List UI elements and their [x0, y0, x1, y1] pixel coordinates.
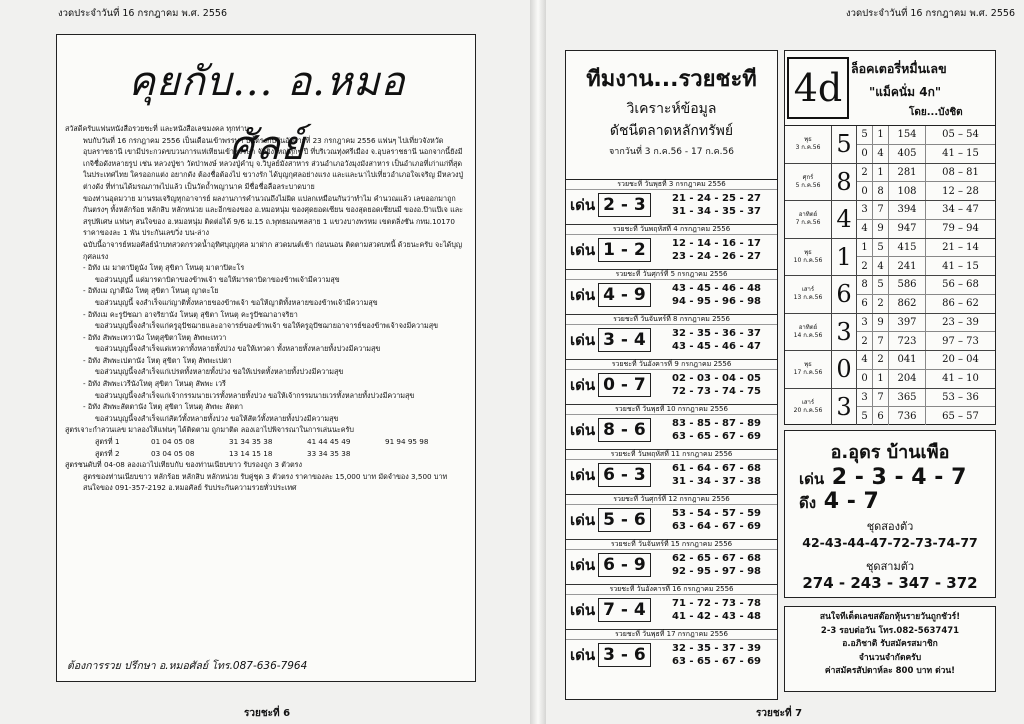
prayer-line: ขอส่วนบุญนี้ แด่มารดาบิดาของข้าพเจ้า ขอให้มารดาบิดาของข้าพเจ้ามีความสุข — [95, 274, 340, 284]
box-4d-cell: 394 — [889, 201, 926, 219]
lotto-line: 63 - 65 - 67 - 69 — [672, 656, 762, 667]
box-4d-cell: 405 — [889, 145, 926, 163]
box-4d-cell: 21 – 14 — [942, 241, 979, 253]
lotto-title: ทีมงาน...รวยชะที — [586, 67, 757, 92]
box-4d-subrow — [857, 182, 995, 200]
ad-line: สนใจทีเด็ดเลขสต๊อกหุ้นรายวันถูกชัวร์! — [819, 612, 961, 622]
box-4d-row — [785, 389, 995, 426]
box-4d-day — [785, 351, 832, 388]
lotto-column — [565, 50, 778, 700]
box-4d-title: ล็อคเตอรี่หมื่นเลข — [851, 61, 947, 76]
lotto-pair-value: 6 - 9 — [598, 553, 651, 577]
lotto-pair-value: 3 - 4 — [598, 328, 651, 352]
day-name: อาทิตย์ — [798, 323, 818, 331]
box-4d-cell: 365 — [889, 389, 926, 407]
prayer-line: - อิทัง เม มาตาปิตูนัง โหตุ สุขิตา โหนตุ มาตาปิตะโร — [83, 263, 245, 273]
box-4d-cell: 97 – 73 — [942, 335, 979, 347]
lead-numbers: 2 - 3 - 4 - 7 — [831, 465, 967, 490]
day-name: พุธ — [804, 136, 812, 144]
formula-row — [65, 436, 465, 448]
lotto-date: รวยชะที่ วันพฤหัสที่ 4 กรกฎาคม 2556 — [566, 225, 777, 235]
lotto-numbers — [672, 507, 761, 533]
lead-label: เด่น — [799, 470, 825, 488]
box-4d-cell: 397 — [889, 314, 926, 332]
lotto-pair-value: 0 - 7 — [598, 373, 651, 397]
box-4d-digit: 8 — [832, 164, 857, 201]
prayer-line: - อิทังเม ญาตีนัง โหตุ สุขิตา โหนตุ ญาตะโย — [83, 286, 219, 296]
box-4d-cell: 2 — [873, 351, 889, 369]
box-4d-cell: 2 — [857, 257, 873, 275]
closing-line: สูตรชนดับที่ 04-08 ลองเอาไปเทียบกับ ของท่านเนียบขาว รับรองถูก 3 ตัวตรง — [65, 460, 303, 470]
day-date: 3 ก.ค.56 — [795, 144, 821, 152]
box-4d-cell: 6 — [857, 295, 873, 313]
ad-line: จำนวนจำกัดครับ — [858, 652, 922, 663]
lotto-numbers — [672, 552, 761, 578]
lotto-row — [566, 630, 777, 674]
formula-value: 33 34 35 38 — [307, 448, 351, 458]
prayer-line: ขอส่วนบุญนี้จงสำเร็จแก่ครูอุปัชฌายและอาจารย์ของข้าพเจ้า ขอให้ครูอุปัชฌายอาจารย์ของข้าพเจ้าจงมีความสุข — [95, 321, 439, 331]
box-4d-day — [785, 389, 832, 426]
box-4d-cell: 108 — [889, 182, 926, 200]
formula-value: 13 14 15 18 — [229, 448, 273, 458]
lotto-row — [566, 405, 777, 450]
lotto-numbers — [672, 282, 761, 308]
lotto-label: เด่น — [570, 556, 596, 574]
lotto-numbers — [672, 642, 761, 668]
lotto-pair — [570, 418, 651, 442]
lotto-numbers — [672, 372, 761, 398]
box-4d-values — [857, 314, 995, 351]
box-4d-row — [785, 239, 995, 277]
lotto-pair-value: 8 - 6 — [598, 418, 651, 442]
box-4d-subtitle: "แม็คนั่ม 4ก" — [869, 85, 942, 99]
box-4d-cell: 723 — [889, 332, 926, 350]
formula-value: 31 34 35 38 — [229, 437, 273, 447]
box-4d-cell: 736 — [889, 407, 926, 425]
prayer-line: ขอส่วนบุญนี้จงสำเร็จแก่เจ้ากรรมนายเวรทั้งหลายทั้งปวง ขอให้เจ้ากรรมนายเวรทั้งหลายทั้งปวงมีความสุข — [95, 390, 415, 400]
lead-row — [799, 465, 966, 491]
box-4d-row — [785, 351, 995, 389]
prayer-line: ขอส่วนบุญนี้จงสำเร็จแก่เปรตทั้งหลายทั้งปวง ขอให้เปรตทั้งหลายทั้งปวงมีความสุข — [95, 367, 344, 377]
lotto-line: 92 - 95 - 97 - 98 — [672, 566, 762, 577]
two-digit-set: 42-43-44-47-72-73-74-77 — [802, 535, 978, 550]
box-4d-digit: 0 — [832, 351, 857, 388]
box-4d-cell: 41 – 15 — [942, 260, 979, 272]
box-4d-cell: 8 — [873, 182, 889, 200]
lotto-label: เด่น — [570, 466, 596, 484]
lotto-label: เด่น — [570, 376, 596, 394]
box-4d-digit: 3 — [832, 314, 857, 351]
lotto-line: 41 - 42 - 43 - 48 — [672, 611, 762, 622]
box-4d-subrow — [857, 295, 995, 313]
lotto-date: รวยชะที่ วันพุธที่ 10 กรกฎาคม 2556 — [566, 405, 777, 415]
box-4d-cell: 204 — [889, 370, 926, 388]
box-4d-cell: 3 — [857, 314, 873, 332]
box-4d — [784, 50, 996, 425]
lotto-pair — [570, 193, 651, 217]
lotto-pair — [570, 373, 651, 397]
formula-value: 41 44 45 49 — [307, 437, 351, 447]
box-4d-cell: 7 — [873, 201, 889, 219]
header-right: งวดประจำวันที่ 16 กรกฎาคม พ.ศ. 2556 — [846, 8, 1015, 19]
lotto-pair-value: 5 - 6 — [598, 508, 651, 532]
lotto-pair-value: 4 - 9 — [598, 283, 651, 307]
lotto-pair — [570, 283, 651, 307]
box-4d-cell: 9 — [873, 314, 889, 332]
page-number-right: รวยชะที่ 7 — [756, 708, 803, 719]
box-4d-cell: 862 — [889, 295, 926, 313]
box-4d-cell: 241 — [889, 257, 926, 275]
article-title: คุยกับ... อ.หมอศัลย์ — [128, 59, 406, 169]
box-4d-subrow — [857, 257, 995, 275]
box-4d-cell: 5 — [857, 126, 873, 144]
lotto-numbers — [672, 192, 761, 218]
day-date: 13 ก.ค.56 — [793, 294, 823, 302]
lotto-line: 31 - 34 - 35 - 37 — [672, 206, 762, 217]
box-4d-digit: 1 — [832, 239, 857, 276]
box-4d-cell: 53 – 36 — [942, 391, 979, 403]
lotto-label: เด่น — [570, 241, 596, 259]
box-4d-cell: 5 — [857, 407, 873, 425]
lotto-pair-value: 6 - 3 — [598, 463, 651, 487]
day-name: พุธ — [804, 361, 812, 369]
three-digit-set: 274 - 243 - 347 - 372 — [802, 574, 978, 592]
day-name: ศุกร์ — [802, 173, 814, 181]
box-4d-cell: 947 — [889, 220, 926, 238]
box-4d-cell: 281 — [889, 164, 926, 182]
day-date: 20 ก.ค.56 — [793, 406, 823, 414]
box-4d-cell: 1 — [873, 164, 889, 182]
lotto-line: 43 - 45 - 46 - 48 — [672, 283, 762, 294]
day-date: 7 ก.ค.56 — [795, 219, 821, 227]
box-4d-values — [857, 201, 995, 238]
lotto-line: 63 - 64 - 67 - 69 — [672, 521, 762, 532]
formula-label: สูตรที่ 2 — [95, 448, 120, 458]
lotto-pair-value: 7 - 4 — [598, 598, 651, 622]
lotto-row — [566, 495, 777, 540]
formula-label: สูตรที่ 1 — [95, 437, 120, 447]
sub-label: ดึง — [799, 494, 817, 512]
lotto-row — [566, 585, 777, 630]
page-number-left: รวยชะที่ 6 — [244, 708, 291, 719]
day-name: เสาร์ — [801, 398, 815, 406]
box-4d-cell: 0 — [857, 370, 873, 388]
lotto-line: 31 - 34 - 37 - 38 — [672, 476, 762, 487]
box-4d-subrow — [857, 370, 995, 388]
paragraph: พบกับวันที่ 16 กรกฎาคม 2556 เป็นเดือนเข้าพรรษา ปีนี้ตรงกับวันอังคารที่ 23 กรกฎาคม 2556 แฟนๆ ไปเที่ยวจังหวัดอุบลราชธานี เขามีประกวดขบวนการแห่เทียนเข้าพรรษา จัดยิ่งใหญ่ทุกๆ ปี ที่บริเวณทุ่งศรีเมือง จ.อุบลราชธานี นอกจากนี้ยังมีเกจิชื่อดังหลายรูป เช่น หลวงปู่ชา วัดป่าพงษ์ หลวงปู่คำบุ จ.วิบูลย์มังสาหาร ส่วนอำเภอวังมุงมังสาหาร เป็นอำเภอที่เก่าแก่ที่สุดในประเทศไทย ใครออกแต่ง อยากดัง ต้องชื่อต้องไป ขวางรัก ได้บุญกุศลอย่างแรง และและนาไปเที่ยวอำเภอใจเจริญ มีหลวงปู่ต่างดัง ที่ท่านได้มรณภาพไปแล้ว เป็นวัดถ้ำพญานาค มีชื่อชื่อลือลระบาดบาย — [83, 135, 464, 191]
box-4d-cell: 2 — [857, 332, 873, 350]
box-4d-cell: 1 — [873, 126, 889, 144]
paragraph: ฉบับนี้อาจารย์หมอศัลย์นำบทสวดกรวดน้ำอุทิศบุญกุศล มาฝาก สวดมนต์เช้า ก่อนนอน ติดตามสวดบทนี้ ด้วยนะครับ จะได้บุญกุศลแรง — [83, 239, 463, 261]
formula-intro: สูตรเจาะกำลวนเลข มาลองให้แฟนๆ ได้ติดตาม ถูกมาติด ลองเอาไปพิจารณาในการเล่นนะครับ — [65, 425, 354, 435]
lotto-date: รวยชะที่ วันอังคารที่ 9 กรกฎาคม 2556 — [566, 360, 777, 370]
lotto-pair — [570, 598, 651, 622]
lotto-row — [566, 270, 777, 315]
box-4d-values — [857, 164, 995, 201]
box-4d-cell: 12 – 28 — [942, 185, 979, 197]
sub-numbers: 4 - 7 — [823, 489, 879, 514]
greeting: สวัสดีครับแฟนหนังสือรวยชะที่ และหนังสือเลขมงคล ทุกท่าน — [65, 124, 250, 133]
lotto-line: 94 - 95 - 96 - 98 — [672, 296, 762, 307]
lotto-pair — [570, 238, 651, 262]
box-4d-subrow — [857, 314, 995, 333]
box-4d-subrow — [857, 276, 995, 295]
lotto-label: เด่น — [570, 331, 596, 349]
box-4d-digit: 4 — [832, 201, 857, 238]
box-4d-cell: 23 – 39 — [942, 316, 979, 328]
box-4d-subrow — [857, 145, 995, 163]
formula-row — [65, 448, 465, 460]
lotto-date: รวยชะที่ วันพุธที่ 3 กรกฎาคม 2556 — [566, 180, 777, 190]
box-4d-row — [785, 201, 995, 239]
day-name: เสาร์ — [801, 286, 815, 294]
box-4d-subrow — [857, 239, 995, 258]
box-4d-cell: 79 – 94 — [942, 223, 979, 235]
box-4d-digit: 6 — [832, 276, 857, 313]
lotto-label: เด่น — [570, 646, 596, 664]
lotto-line: 71 - 72 - 73 - 78 — [672, 598, 762, 609]
pick-box — [784, 430, 996, 598]
lotto-line: 32 - 35 - 36 - 37 — [672, 328, 762, 339]
lotto-date: รวยชะที่ วันจันทร์ที่ 15 กรกฎาคม 2556 — [566, 540, 777, 550]
lotto-line: 12 - 14 - 16 - 17 — [672, 238, 762, 249]
day-date: 17 ก.ค.56 — [793, 369, 823, 377]
box-4d-cell: 9 — [873, 220, 889, 238]
lotto-row — [566, 450, 777, 495]
lotto-date: รวยชะที่ วันพุธที่ 17 กรกฎาคม 2556 — [566, 630, 777, 640]
formula-value: 91 94 95 98 — [385, 437, 429, 447]
lotto-pair — [570, 553, 651, 577]
lotto-line: 53 - 54 - 57 - 59 — [672, 508, 762, 519]
box-4d-cell: 1 — [873, 370, 889, 388]
box-4d-day — [785, 239, 832, 276]
lotto-pair — [570, 508, 651, 532]
box-4d-subrow — [857, 164, 995, 183]
box-4d-subrow — [857, 220, 995, 238]
lotto-line: 21 - 24 - 25 - 27 — [672, 193, 762, 204]
lotto-label: เด่น — [570, 421, 596, 439]
box-4d-row — [785, 164, 995, 202]
lotto-pair — [570, 463, 651, 487]
lotto-line: 32 - 35 - 37 - 39 — [672, 643, 762, 654]
box-4d-cell: 041 — [889, 351, 926, 369]
formula-value: 01 04 05 08 — [151, 437, 195, 447]
lotto-numbers — [672, 327, 761, 353]
box-4d-cell: 0 — [857, 182, 873, 200]
box-4d-values — [857, 126, 995, 163]
box-4d-row — [785, 126, 995, 164]
formula-value — [385, 448, 463, 460]
lotto-row — [566, 315, 777, 360]
closing-line: สูตรของท่านเนียบขาว หลักร้อย หลักสิบ หลักหน่วย รับคู่ชุด 3 ตัวตรง ราคาของละ 15,000 บาท มัดจำของ 3,500 บาท สนใจของ 091-357-2192 อ.หมอศัลย์ รับประกันความรวยทั่วประเทศ — [83, 471, 448, 493]
ad-box — [784, 606, 996, 692]
box-4d-cell: 4 — [873, 257, 889, 275]
pick-title: อ.อุดร บ้านเพือ — [830, 442, 950, 463]
box-4d-values — [857, 389, 995, 426]
box-4d-cell: 65 – 57 — [942, 410, 979, 422]
prayer-line: - อิทัง สัพพะเปตานัง โหตุ สุขิตา โหตุ สัพพะเปตา — [83, 355, 232, 365]
formula-value: 03 04 05 08 — [151, 448, 195, 458]
box-4d-cell: 7 — [873, 332, 889, 350]
box-4d-cell: 08 – 81 — [942, 166, 979, 178]
box-4d-subrow — [857, 201, 995, 220]
lotto-line: 83 - 85 - 87 - 89 — [672, 418, 762, 429]
box-4d-cell: 2 — [857, 164, 873, 182]
box-4d-cell: 3 — [857, 389, 873, 407]
box-4d-rows — [785, 126, 995, 425]
lotto-pair-value: 3 - 6 — [598, 643, 651, 667]
article-box — [56, 34, 476, 682]
box-4d-day — [785, 126, 832, 163]
day-date: 5 ก.ค.56 — [795, 181, 821, 189]
lotto-pair-value: 1 - 2 — [598, 238, 651, 262]
lotto-pair — [570, 643, 651, 667]
lotto-label: เด่น — [570, 511, 596, 529]
box-4d-cell: 586 — [889, 276, 926, 294]
box-4d-cell: 4 — [857, 351, 873, 369]
prayer-line: - อิทัง สัพพะเวรีนังโหตุ สุขิตา โหนตุ สัพพะ เวรี — [83, 379, 226, 389]
lotto-date: รวยชะที่ วันพฤหัสที่ 11 กรกฎาคม 2556 — [566, 450, 777, 460]
box-4d-digit: 5 — [832, 126, 857, 163]
lotto-numbers — [672, 597, 761, 623]
lotto-header — [566, 61, 777, 180]
day-name: อาทิตย์ — [798, 211, 818, 219]
article-body — [65, 123, 465, 494]
box-4d-subrow — [857, 351, 995, 370]
prayer-line: - อิทัง สัพพะสัตตานัง โหตุ สุขิตา โหนตุ สัพพะ สัตตา — [83, 402, 243, 412]
lotto-numbers — [672, 417, 761, 443]
lotto-line: 23 - 24 - 26 - 27 — [672, 251, 762, 262]
box-4d-cell: 415 — [889, 239, 926, 257]
lotto-row — [566, 225, 777, 270]
box-4d-subrow — [857, 389, 995, 408]
lotto-pair-value: 2 - 3 — [598, 193, 651, 217]
day-date: 10 ก.ค.56 — [793, 256, 823, 264]
paragraph: ของท่านอุดมวาย มานรมเจริญทุกอาจารย์ ผลงานการคำนวณถึงไม่ผิด แปลกเหมือนกันว่าทำไม คำนวณแล้ว เลขออกมาถูกกันตรงๆ ทั้งหลักร้อย หลักสิบ หลักหน่วย และอีกของของ อ.หมอหนุ่ม ของศุดยอดเซียน ของสุดยอดเซียนมี ของอ.ป๊าแป๊เจ และสรุปพิเศษ แฟนๆ สนใจของ อ.หมอหนุ่ม ติดต่อได้ 9/6 ม.15 ถ.พุทธมณฑลสาย 1 แขวงบางพรหม เขตตลิ่งชัน กทม.10170 ราคาของละ 1 พัน ประกันเลขวิ่ง บน-ล่าง — [83, 193, 464, 238]
box-4d-values — [857, 239, 995, 276]
lotto-line: 72 - 73 - 74 - 75 — [672, 386, 762, 397]
box-4d-subrow — [857, 407, 995, 425]
ad-line: 2-3 รอบต่อวัน โทร.082-5637471 — [820, 625, 960, 636]
box-4d-cell: 5 — [873, 276, 889, 294]
lotto-rows — [566, 180, 777, 674]
box-4d-row — [785, 276, 995, 314]
lotto-row — [566, 180, 777, 225]
box-4d-cell: 154 — [889, 126, 926, 144]
prayer-line: ขอส่วนบุญนี้จงสำเร็จแด่เทวดาทั้งหลายทั้งปวง ขอให้เทวดา ทั้งหลายทั้งหลายทั้งปวงมีความสุข — [95, 344, 381, 354]
box-4d-cell: 4 — [873, 145, 889, 163]
box-4d-cell: 41 – 15 — [942, 148, 979, 160]
box-4d-day — [785, 314, 832, 351]
lotto-date: รวยชะที่ วันจันทร์ที่ 8 กรกฎาคม 2556 — [566, 315, 777, 325]
lotto-date: รวยชะที่ วันศุกร์ที่ 5 กรกฎาคม 2556 — [566, 270, 777, 280]
box-4d-cell: 86 – 62 — [942, 298, 979, 310]
lotto-date: รวยชะที่ วันอังคารที่ 16 กรกฎาคม 2556 — [566, 585, 777, 595]
lotto-line: 61 - 64 - 67 - 68 — [672, 463, 762, 474]
box-4d-cell: 3 — [857, 201, 873, 219]
lotto-label: เด่น — [570, 286, 596, 304]
lotto-range: จากวันที่ 3 ก.ค.56 - 17 ก.ค.56 — [609, 147, 734, 157]
box-4d-day — [785, 201, 832, 238]
page-gutter — [530, 0, 546, 724]
box-4d-digit: 3 — [832, 389, 857, 426]
box-4d-day — [785, 276, 832, 313]
sub-row — [799, 489, 879, 515]
box-4d-cell: 1 — [857, 239, 873, 257]
lotto-pair — [570, 328, 651, 352]
box-4d-cell: 4 — [857, 220, 873, 238]
prayer-line: ขอส่วนบุญนี้จงสำเร็จแก่สัตว์ทั้งหลายทั้งปวง ขอให้สัตว์ทั้งหลายทั้งปวงมีความสุข — [95, 413, 339, 423]
two-digit-label: ชุดสองตัว — [866, 520, 914, 533]
logo-4d: 4d — [787, 57, 849, 119]
lotto-numbers — [672, 237, 761, 263]
box-4d-cell: 8 — [857, 276, 873, 294]
box-4d-day — [785, 164, 832, 201]
box-4d-cell: 6 — [873, 407, 889, 425]
day-name: พุธ — [804, 248, 812, 256]
lotto-subtitle: ดัชนีตลาดหลักทรัพย์ — [609, 123, 734, 139]
lotto-row — [566, 540, 777, 585]
box-4d-cell: 7 — [873, 389, 889, 407]
prayer-line: - อิทัง สัพพะเทวานัง โหตุสุขิตาโหตุ สัพพะเทวา — [83, 332, 227, 342]
box-4d-cell: 2 — [873, 295, 889, 313]
lotto-label: เด่น — [570, 601, 596, 619]
lotto-line: 62 - 65 - 67 - 68 — [672, 553, 762, 564]
three-digit-label: ชุดสามตัว — [865, 560, 915, 573]
lotto-date: รวยชะที่ วันศุกร์ที่ 12 กรกฎาคม 2556 — [566, 495, 777, 505]
box-4d-subrow — [857, 126, 995, 145]
box-4d-cell: 0 — [857, 145, 873, 163]
header-left: งวดประจำวันที่ 16 กรกฎาคม พ.ศ. 2556 — [58, 8, 227, 19]
lotto-subtitle: วิเคราะห์ข้อมูล — [626, 101, 717, 117]
lotto-row — [566, 360, 777, 405]
box-4d-author: โดย...บังชิต — [909, 107, 963, 118]
signature: ต้องการรวย ปรึกษา อ.หมอศัลย์ โทร.087-636-7964 — [67, 660, 308, 672]
box-4d-header — [785, 51, 995, 126]
box-4d-cell: 20 – 04 — [942, 354, 979, 366]
box-4d-values — [857, 351, 995, 388]
ad-line: อ.อภิชาติ รับสมัครสมาชิก — [842, 639, 938, 649]
box-4d-row — [785, 314, 995, 352]
box-4d-cell: 34 – 47 — [942, 204, 979, 216]
box-4d-cell: 41 – 10 — [942, 373, 979, 385]
box-4d-cell: 05 – 54 — [942, 129, 979, 141]
lotto-line: 43 - 45 - 46 - 47 — [672, 341, 762, 352]
lotto-line: 02 - 03 - 04 - 05 — [672, 373, 762, 384]
lotto-numbers — [672, 462, 761, 488]
box-4d-subrow — [857, 332, 995, 350]
box-4d-cell: 56 – 68 — [942, 279, 979, 291]
box-4d-cell: 5 — [873, 239, 889, 257]
box-4d-values — [857, 276, 995, 313]
lotto-line: 63 - 65 - 67 - 69 — [672, 431, 762, 442]
lotto-label: เด่น — [570, 196, 596, 214]
ad-line: ค่าสมัครสัปดาห์ละ 800 บาท ด่วน! — [824, 666, 956, 676]
prayer-line: ขอส่วนบุญนี้ จงสำเร็จแก่ญาติทั้งหลายของข้าพเจ้า ขอให้ญาติทั้งหลายของข้าพเจ้ามีความสุข — [95, 297, 378, 307]
day-date: 14 ก.ค.56 — [793, 331, 823, 339]
prayer-line: - อิทังเม คะรูปัชฌา อาจริยานัง โหนตุ สุขิตา โหนตุ คะรูปัชฌาอาจริยา — [83, 309, 298, 319]
